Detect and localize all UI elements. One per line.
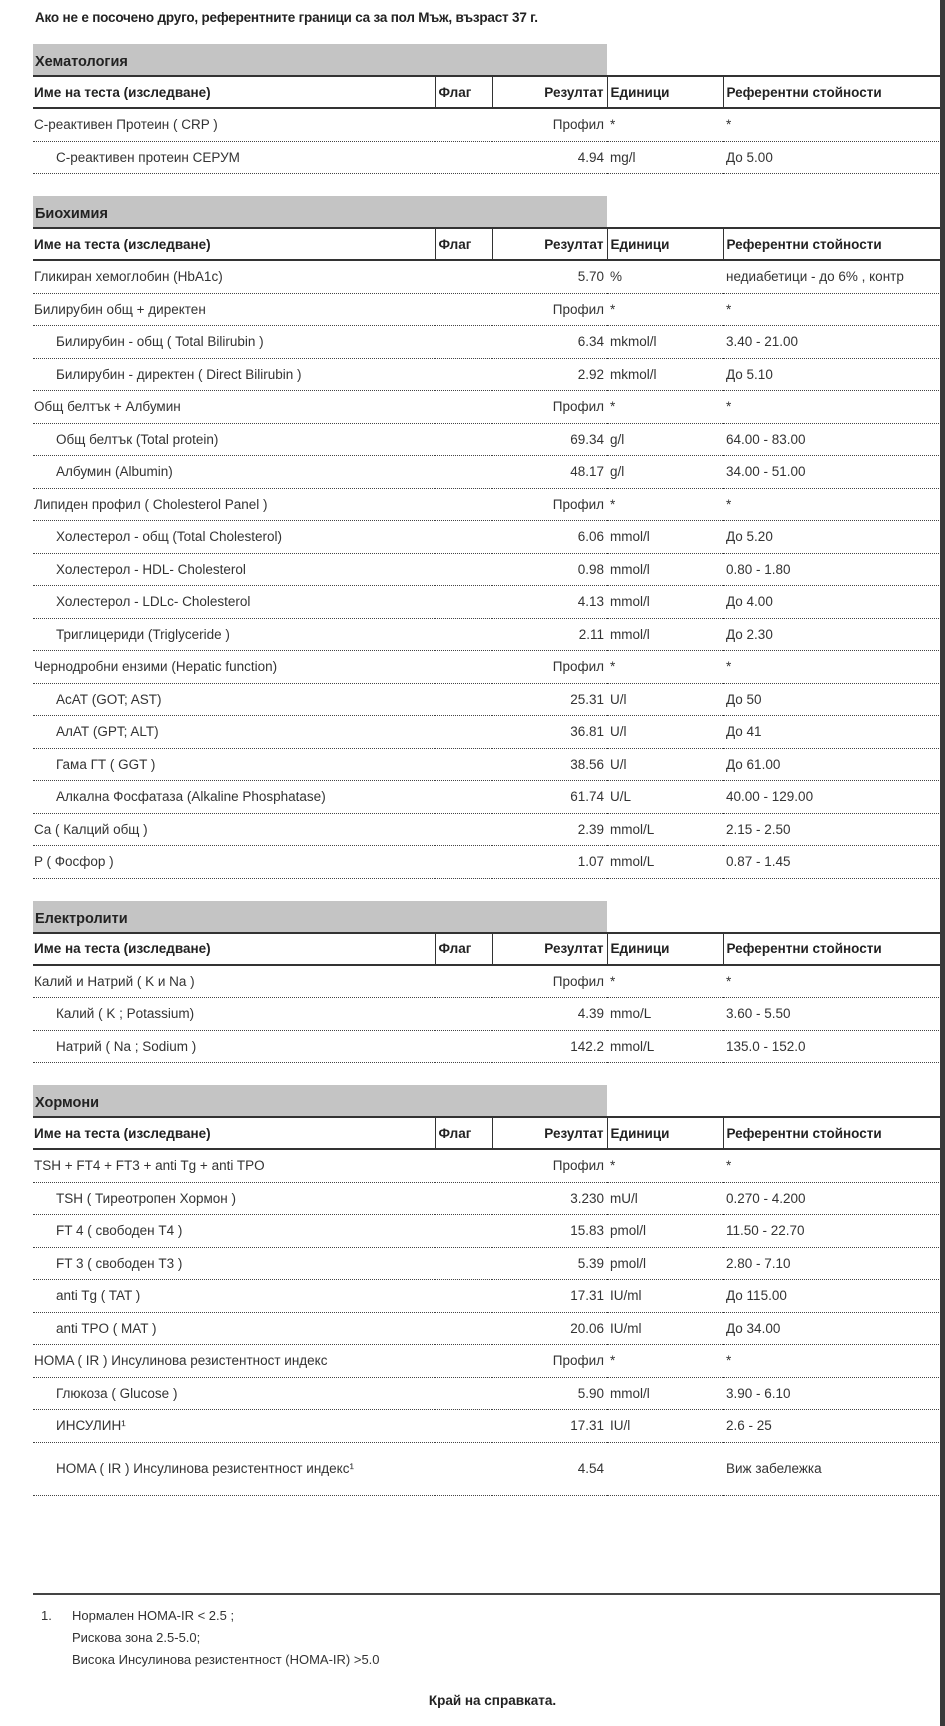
test-flag: [435, 748, 492, 781]
test-reference: 64.00 - 83.00: [723, 423, 945, 456]
column-result: Резултат: [492, 76, 607, 108]
test-units: *: [607, 651, 723, 684]
section-3: [33, 1085, 945, 1496]
test-result: 36.81: [492, 716, 607, 749]
test-flag: [435, 260, 492, 293]
test-name: Билирубин общ + директен: [33, 293, 435, 326]
test-result: Профил: [492, 965, 607, 998]
test-units: IU/ml: [607, 1312, 723, 1345]
test-units: %: [607, 260, 723, 293]
test-reference: До 4.00: [723, 586, 945, 619]
test-units: mmol/L: [607, 1030, 723, 1063]
test-name: anti TPO ( MAT ): [33, 1312, 435, 1345]
test-reference: *: [723, 488, 945, 521]
test-flag: [435, 813, 492, 846]
table-row: [33, 965, 945, 998]
table-row: [33, 326, 945, 359]
test-flag: [435, 1312, 492, 1345]
test-name: Натрий ( Na ; Sodium ): [33, 1030, 435, 1063]
test-flag: [435, 553, 492, 586]
test-units: mmol/l: [607, 553, 723, 586]
table-row: [33, 293, 945, 326]
section-title: Електролити: [33, 901, 607, 932]
test-units: IU/l: [607, 1410, 723, 1443]
test-reference: До 50: [723, 683, 945, 716]
reference-note: Ако не е посочено друго, референтните граници са за пол Мъж, възраст 37 г.: [35, 10, 538, 25]
test-flag: [435, 716, 492, 749]
test-flag: [435, 586, 492, 619]
table-row: [33, 846, 945, 879]
test-flag: [435, 1247, 492, 1280]
column-result: Резултат: [492, 933, 607, 965]
test-name: Холестерол - HDL- Cholesterol: [33, 553, 435, 586]
test-flag: [435, 965, 492, 998]
table-row: [33, 586, 945, 619]
test-reference: 0.80 - 1.80: [723, 553, 945, 586]
test-flag: [435, 1030, 492, 1063]
test-name: C-реактивен Протеин ( CRP ): [33, 108, 435, 141]
test-name: anti Tg ( TAT ): [33, 1280, 435, 1313]
column-result: Резултат: [492, 228, 607, 260]
table-row: [33, 456, 945, 489]
table-header-row: [33, 76, 945, 108]
test-name: HOMA ( IR ) Инсулинова резистентност индекс¹: [33, 1442, 435, 1495]
section-title: Биохимия: [33, 196, 607, 227]
column-reference: Референтни стойности: [723, 76, 945, 108]
test-units: mkmol/l: [607, 358, 723, 391]
test-reference: 135.0 - 152.0: [723, 1030, 945, 1063]
test-name: АлАТ (GPT; ALT): [33, 716, 435, 749]
test-reference: 3.60 - 5.50: [723, 998, 945, 1031]
test-flag: [435, 391, 492, 424]
section-title: Хормони: [33, 1085, 607, 1116]
test-flag: [435, 1442, 492, 1495]
table-row: [33, 813, 945, 846]
test-flag: [435, 423, 492, 456]
section-title: Хематология: [33, 44, 607, 75]
test-units: U/L: [607, 781, 723, 814]
test-flag: [435, 651, 492, 684]
test-flag: [435, 141, 492, 174]
test-flag: [435, 521, 492, 554]
test-reference: 2.80 - 7.10: [723, 1247, 945, 1280]
test-result: 4.13: [492, 586, 607, 619]
table-row: [33, 260, 945, 293]
column-reference: Референтни стойности: [723, 933, 945, 965]
test-result: Профил: [492, 1149, 607, 1182]
test-flag: [435, 1280, 492, 1313]
table-row: [33, 1377, 945, 1410]
test-reference: *: [723, 651, 945, 684]
test-result: 1.07: [492, 846, 607, 879]
test-result: 5.90: [492, 1377, 607, 1410]
results-table: [33, 227, 945, 879]
test-result: 0.98: [492, 553, 607, 586]
results-report: [33, 44, 945, 1518]
table-row: [33, 141, 945, 174]
test-flag: [435, 358, 492, 391]
test-units: U/l: [607, 748, 723, 781]
test-name: Общ белтък (Total protein): [33, 423, 435, 456]
table-row: [33, 423, 945, 456]
test-name: Триглицериди (Triglyceride ): [33, 618, 435, 651]
test-flag: [435, 1215, 492, 1248]
test-result: 25.31: [492, 683, 607, 716]
table-row: [33, 1280, 945, 1313]
test-reference: До 5.00: [723, 141, 945, 174]
test-reference: *: [723, 293, 945, 326]
test-reference: До 5.20: [723, 521, 945, 554]
column-units: Единици: [607, 1117, 723, 1149]
test-result: 2.11: [492, 618, 607, 651]
test-name: Калий и Натрий ( K и Na ): [33, 965, 435, 998]
test-units: mmol/l: [607, 586, 723, 619]
test-reference: До 34.00: [723, 1312, 945, 1345]
test-name: Общ белтък + Албумин: [33, 391, 435, 424]
test-result: 142.2: [492, 1030, 607, 1063]
test-name: Ca ( Калций общ ): [33, 813, 435, 846]
test-flag: [435, 1410, 492, 1443]
test-result: 17.31: [492, 1280, 607, 1313]
test-result: 4.94: [492, 141, 607, 174]
test-name: Билирубин - общ ( Total Bilirubin ): [33, 326, 435, 359]
test-result: Профил: [492, 1345, 607, 1378]
test-flag: [435, 1377, 492, 1410]
test-units: mg/l: [607, 141, 723, 174]
test-reference: *: [723, 965, 945, 998]
test-result: 4.54: [492, 1442, 607, 1495]
test-reference: До 115.00: [723, 1280, 945, 1313]
test-reference: 2.6 - 25: [723, 1410, 945, 1443]
column-flag: Флаг: [435, 1117, 492, 1149]
test-reference: *: [723, 391, 945, 424]
test-result: 15.83: [492, 1215, 607, 1248]
test-name: HOMA ( IR ) Инсулинова резистентност индекс: [33, 1345, 435, 1378]
test-units: [607, 1442, 723, 1495]
end-of-report: Край на справката.: [428, 1693, 557, 1708]
test-result: 6.06: [492, 521, 607, 554]
test-result: 48.17: [492, 456, 607, 489]
test-name: Холестерол - LDLc- Cholesterol: [33, 586, 435, 619]
table-row: [33, 1247, 945, 1280]
footnote-line: Нормален HOMA-IR < 2.5 ;: [72, 1608, 235, 1623]
column-reference: Референтни стойности: [723, 1117, 945, 1149]
table-row: [33, 1442, 945, 1495]
test-flag: [435, 683, 492, 716]
test-reference: 3.40 - 21.00: [723, 326, 945, 359]
table-row: [33, 553, 945, 586]
table-row: [33, 488, 945, 521]
test-name: Холестерол - общ (Total Cholesterol): [33, 521, 435, 554]
scrollbar[interactable]: [940, 0, 945, 1726]
test-result: Профил: [492, 293, 607, 326]
test-result: 17.31: [492, 1410, 607, 1443]
test-name: P ( Фосфор ): [33, 846, 435, 879]
table-row: [33, 1345, 945, 1378]
test-flag: [435, 108, 492, 141]
column-reference: Референтни стойности: [723, 228, 945, 260]
test-units: mU/l: [607, 1182, 723, 1215]
test-result: Профил: [492, 108, 607, 141]
test-units: *: [607, 1149, 723, 1182]
test-reference: 2.15 - 2.50: [723, 813, 945, 846]
table-header-row: [33, 1117, 945, 1149]
test-name: FT 3 ( свободен T3 ): [33, 1247, 435, 1280]
footnotes: [33, 1593, 945, 1671]
test-name: Глюкоза ( Glucose ): [33, 1377, 435, 1410]
test-reference: До 5.10: [723, 358, 945, 391]
table-row: [33, 716, 945, 749]
test-flag: [435, 488, 492, 521]
results-table: [33, 75, 945, 174]
test-name: C-реактивен протеин СЕРУМ: [33, 141, 435, 174]
test-flag: [435, 618, 492, 651]
test-reference: 40.00 - 129.00: [723, 781, 945, 814]
results-table: [33, 932, 945, 1064]
column-flag: Флаг: [435, 933, 492, 965]
test-reference: До 61.00: [723, 748, 945, 781]
test-reference: *: [723, 108, 945, 141]
test-result: 3.230: [492, 1182, 607, 1215]
test-units: *: [607, 391, 723, 424]
table-header-row: [33, 228, 945, 260]
test-units: *: [607, 293, 723, 326]
table-row: [33, 683, 945, 716]
table-row: [33, 1312, 945, 1345]
test-flag: [435, 781, 492, 814]
test-result: 4.39: [492, 998, 607, 1031]
table-header-row: [33, 933, 945, 965]
table-row: [33, 358, 945, 391]
test-result: 2.92: [492, 358, 607, 391]
test-units: *: [607, 965, 723, 998]
test-units: mmol/l: [607, 1377, 723, 1410]
test-flag: [435, 1182, 492, 1215]
column-name: Име на теста (изследване): [33, 1117, 435, 1149]
test-units: mmol/L: [607, 846, 723, 879]
column-flag: Флаг: [435, 76, 492, 108]
column-units: Единици: [607, 933, 723, 965]
test-reference: До 2.30: [723, 618, 945, 651]
results-table: [33, 1116, 945, 1496]
table-row: [33, 391, 945, 424]
footnote-number: 1.: [41, 1608, 52, 1623]
test-reference: недиабетици - до 6% , контр: [723, 260, 945, 293]
test-reference: 3.90 - 6.10: [723, 1377, 945, 1410]
test-units: *: [607, 1345, 723, 1378]
test-name: Чернодробни ензими (Hepatic function): [33, 651, 435, 684]
test-name: TSH + FT4 + FT3 + anti Tg + anti TPO: [33, 1149, 435, 1182]
test-name: Гликиран хемоглобин (HbA1c): [33, 260, 435, 293]
footnote-line: Рискова зона 2.5-5.0;: [72, 1630, 201, 1645]
test-flag: [435, 456, 492, 489]
test-reference: 34.00 - 51.00: [723, 456, 945, 489]
test-reference: *: [723, 1345, 945, 1378]
column-result: Резултат: [492, 1117, 607, 1149]
test-units: pmol/l: [607, 1247, 723, 1280]
test-reference: 11.50 - 22.70: [723, 1215, 945, 1248]
test-result: 61.74: [492, 781, 607, 814]
table-row: [33, 781, 945, 814]
table-row: [33, 748, 945, 781]
footnote-line: Висока Инсулинова резистентност (HOMA-IR) >5.0: [72, 1652, 380, 1667]
table-row: [33, 1215, 945, 1248]
test-units: pmol/l: [607, 1215, 723, 1248]
test-name: ИНСУЛИН¹: [33, 1410, 435, 1443]
test-result: 2.39: [492, 813, 607, 846]
test-units: *: [607, 108, 723, 141]
column-units: Единици: [607, 76, 723, 108]
test-units: g/l: [607, 423, 723, 456]
test-name: Билирубин - директен ( Direct Bilirubin ): [33, 358, 435, 391]
test-name: Липиден профил ( Cholesterol Panel ): [33, 488, 435, 521]
table-row: [33, 651, 945, 684]
test-name: FT 4 ( свободен T4 ): [33, 1215, 435, 1248]
table-row: [33, 108, 945, 141]
test-reference: *: [723, 1149, 945, 1182]
test-name: TSH ( Тиреотропен Хормон ): [33, 1182, 435, 1215]
test-flag: [435, 1149, 492, 1182]
test-result: Профил: [492, 651, 607, 684]
test-reference: 0.87 - 1.45: [723, 846, 945, 879]
table-row: [33, 521, 945, 554]
test-name: Албумин (Albumin): [33, 456, 435, 489]
test-units: mkmol/l: [607, 326, 723, 359]
test-units: mmo/L: [607, 998, 723, 1031]
test-units: U/l: [607, 683, 723, 716]
test-name: АсАТ (GOT; AST): [33, 683, 435, 716]
test-result: 6.34: [492, 326, 607, 359]
test-reference: Виж забележка: [723, 1442, 945, 1495]
column-units: Единици: [607, 228, 723, 260]
column-name: Име на теста (изследване): [33, 76, 435, 108]
table-row: [33, 1149, 945, 1182]
test-units: *: [607, 488, 723, 521]
test-flag: [435, 326, 492, 359]
test-reference: 0.270 - 4.200: [723, 1182, 945, 1215]
test-units: IU/ml: [607, 1280, 723, 1313]
test-flag: [435, 1345, 492, 1378]
test-flag: [435, 293, 492, 326]
test-units: U/l: [607, 716, 723, 749]
column-name: Име на теста (изследване): [33, 933, 435, 965]
table-row: [33, 618, 945, 651]
table-row: [33, 1030, 945, 1063]
test-result: 5.39: [492, 1247, 607, 1280]
test-units: g/l: [607, 456, 723, 489]
test-units: mmol/l: [607, 618, 723, 651]
test-flag: [435, 998, 492, 1031]
column-flag: Флаг: [435, 228, 492, 260]
test-result: 69.34: [492, 423, 607, 456]
test-flag: [435, 846, 492, 879]
test-reference: До 41: [723, 716, 945, 749]
test-result: Профил: [492, 391, 607, 424]
section-0: [33, 44, 945, 174]
section-1: [33, 196, 945, 879]
section-2: [33, 901, 945, 1064]
column-name: Име на теста (изследване): [33, 228, 435, 260]
test-result: 20.06: [492, 1312, 607, 1345]
test-name: Калий ( K ; Potassium): [33, 998, 435, 1031]
table-row: [33, 1182, 945, 1215]
test-units: mmol/L: [607, 813, 723, 846]
test-units: mmol/l: [607, 521, 723, 554]
test-name: Гама ГТ ( GGT ): [33, 748, 435, 781]
table-row: [33, 998, 945, 1031]
test-result: 5.70: [492, 260, 607, 293]
table-row: [33, 1410, 945, 1443]
test-result: 38.56: [492, 748, 607, 781]
test-result: Профил: [492, 488, 607, 521]
test-name: Алкална Фосфатаза (Alkaline Phosphatase): [33, 781, 435, 814]
